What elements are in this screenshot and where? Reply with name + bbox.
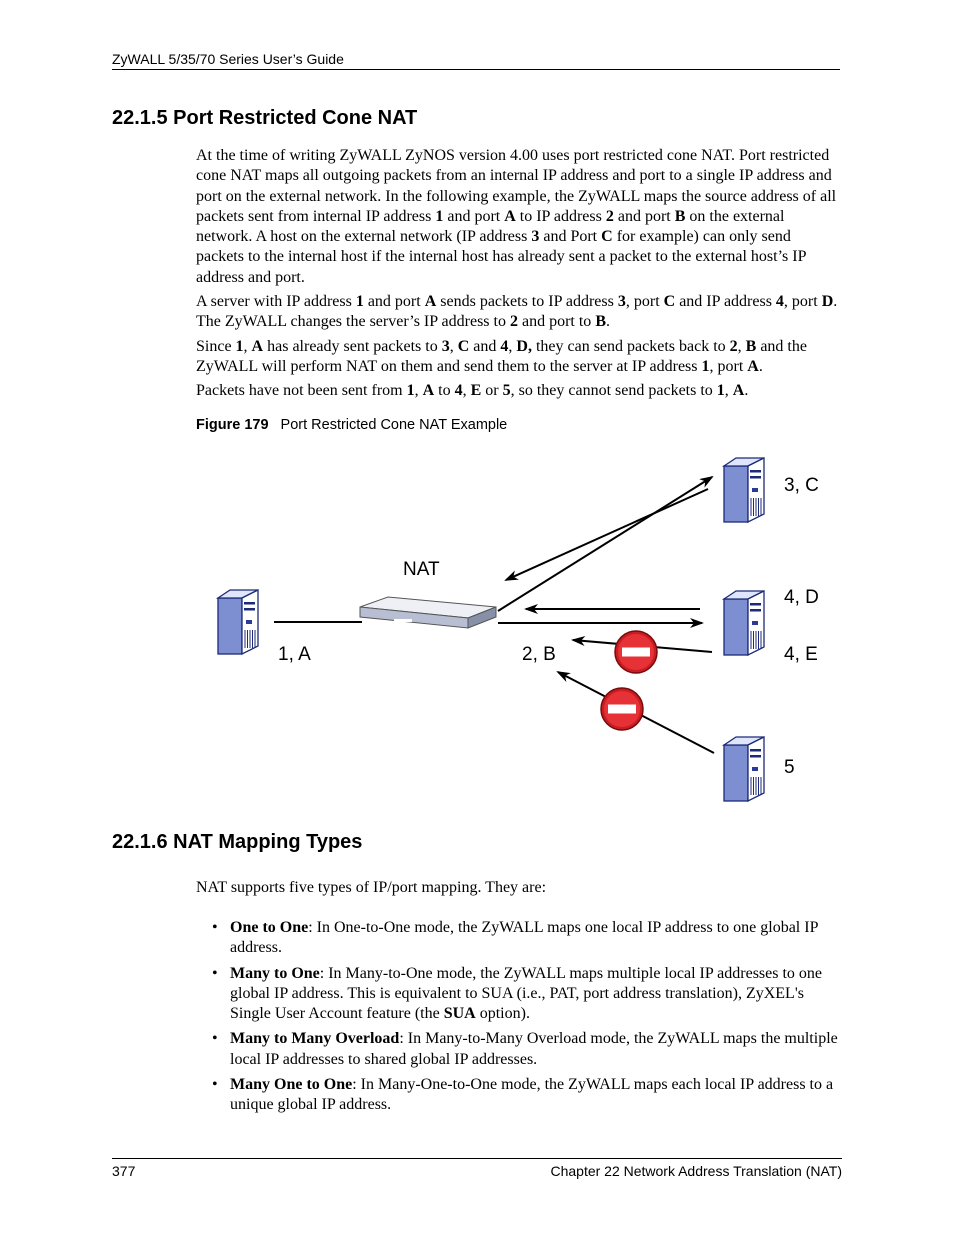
label-2b: 2, B — [522, 644, 556, 665]
running-header — [112, 51, 840, 70]
guide-title: ZyWALL 5/35/70 Series User’s Guide — [112, 51, 344, 67]
server-3c-icon — [724, 458, 764, 522]
arrow-from-3c — [506, 489, 708, 580]
label-4d: 4, D — [784, 587, 819, 608]
label-nat: NAT — [403, 559, 440, 580]
section-heading-port-restricted-cone-nat: 22.1.5 Port Restricted Cone NAT — [112, 107, 418, 129]
list-item: • One to One: In One-to-One mode, the ZyWALL maps one local IP address to one global IP address. — [212, 919, 818, 957]
paragraph: NAT supports five types of IP/port mapping. They are: — [196, 879, 547, 896]
figure-caption — [196, 417, 507, 433]
figure-number: Figure 179 — [196, 417, 269, 433]
nat-router-icon — [360, 597, 496, 628]
nat-diagram — [198, 437, 840, 807]
list-item: • Many to One: In Many-to-One mode, the ZyWALL maps multiple local IP addresses to one global IP address. This is equivalent to SUA (i.e., PAT, port address translation), ZyXEL's Single User Account feature (the SUA option). — [212, 964, 823, 1023]
server-4-icon — [724, 591, 764, 655]
paragraph: At the time of writing ZyWALL ZyNOS version 4.00 uses port restricted cone NAT. Port restricted cone NAT maps all outgoing packets from an internal IP address and port to a single IP address and port on the external network. In the following example, the ZyWALL maps the source address of all packets sent from internal IP address 1 and port A to IP address 2 and port B on the external network. A host on the external network (IP address 3 and Port C for example) can only send packets to the internal host if the internal host has already sent a packet to the external host’s IP address and port. — [196, 147, 837, 286]
page-footer — [112, 1158, 842, 1179]
section2-intro — [196, 878, 842, 902]
list-item: • Many to Many Overload: In Many-to-Many Overload mode, the ZyWALL maps the multiple local IP addresses to shared global IP addresses. — [212, 1030, 838, 1068]
section-heading-nat-mapping-types: 22.1.6 NAT Mapping Types — [112, 831, 363, 853]
paragraph: Since 1, A has already sent packets to 3, C and 4, D, they can send packets back to 2, B and the ZyWALL will perform NAT on them and send them to the server at IP address 1, port A. — [196, 337, 807, 375]
section1-body — [196, 146, 842, 406]
label-4e: 4, E — [784, 644, 818, 665]
server-1a-icon — [218, 590, 258, 654]
figure-title: Port Restricted Cone NAT Example — [280, 417, 508, 433]
page-number: 377 — [112, 1163, 136, 1179]
label-1a: 1, A — [278, 644, 311, 665]
list-item: • Many One to One: In Many-One-to-One mode, the ZyWALL maps each local IP address to a unique global IP address. — [212, 1076, 834, 1114]
server-5-icon — [724, 737, 764, 801]
no-entry-icon — [601, 688, 643, 730]
chapter-title: Chapter 22 Network Address Translation (NAT) — [550, 1163, 842, 1179]
no-entry-icon — [615, 631, 657, 673]
paragraph: Packets have not been sent from 1, A to 4, E or 5, so they cannot send packets to 1, A. — [196, 382, 749, 400]
paragraph: A server with IP address 1 and port A sends packets to IP address 3, port C and IP address 4, port D. The ZyWALL changes the server’s IP address to 2 and port to B. — [196, 293, 838, 331]
label-3c: 3, C — [784, 475, 819, 496]
arrow-to-3c — [498, 477, 712, 611]
label-5: 5 — [784, 757, 795, 778]
mapping-types-list — [212, 918, 842, 1121]
